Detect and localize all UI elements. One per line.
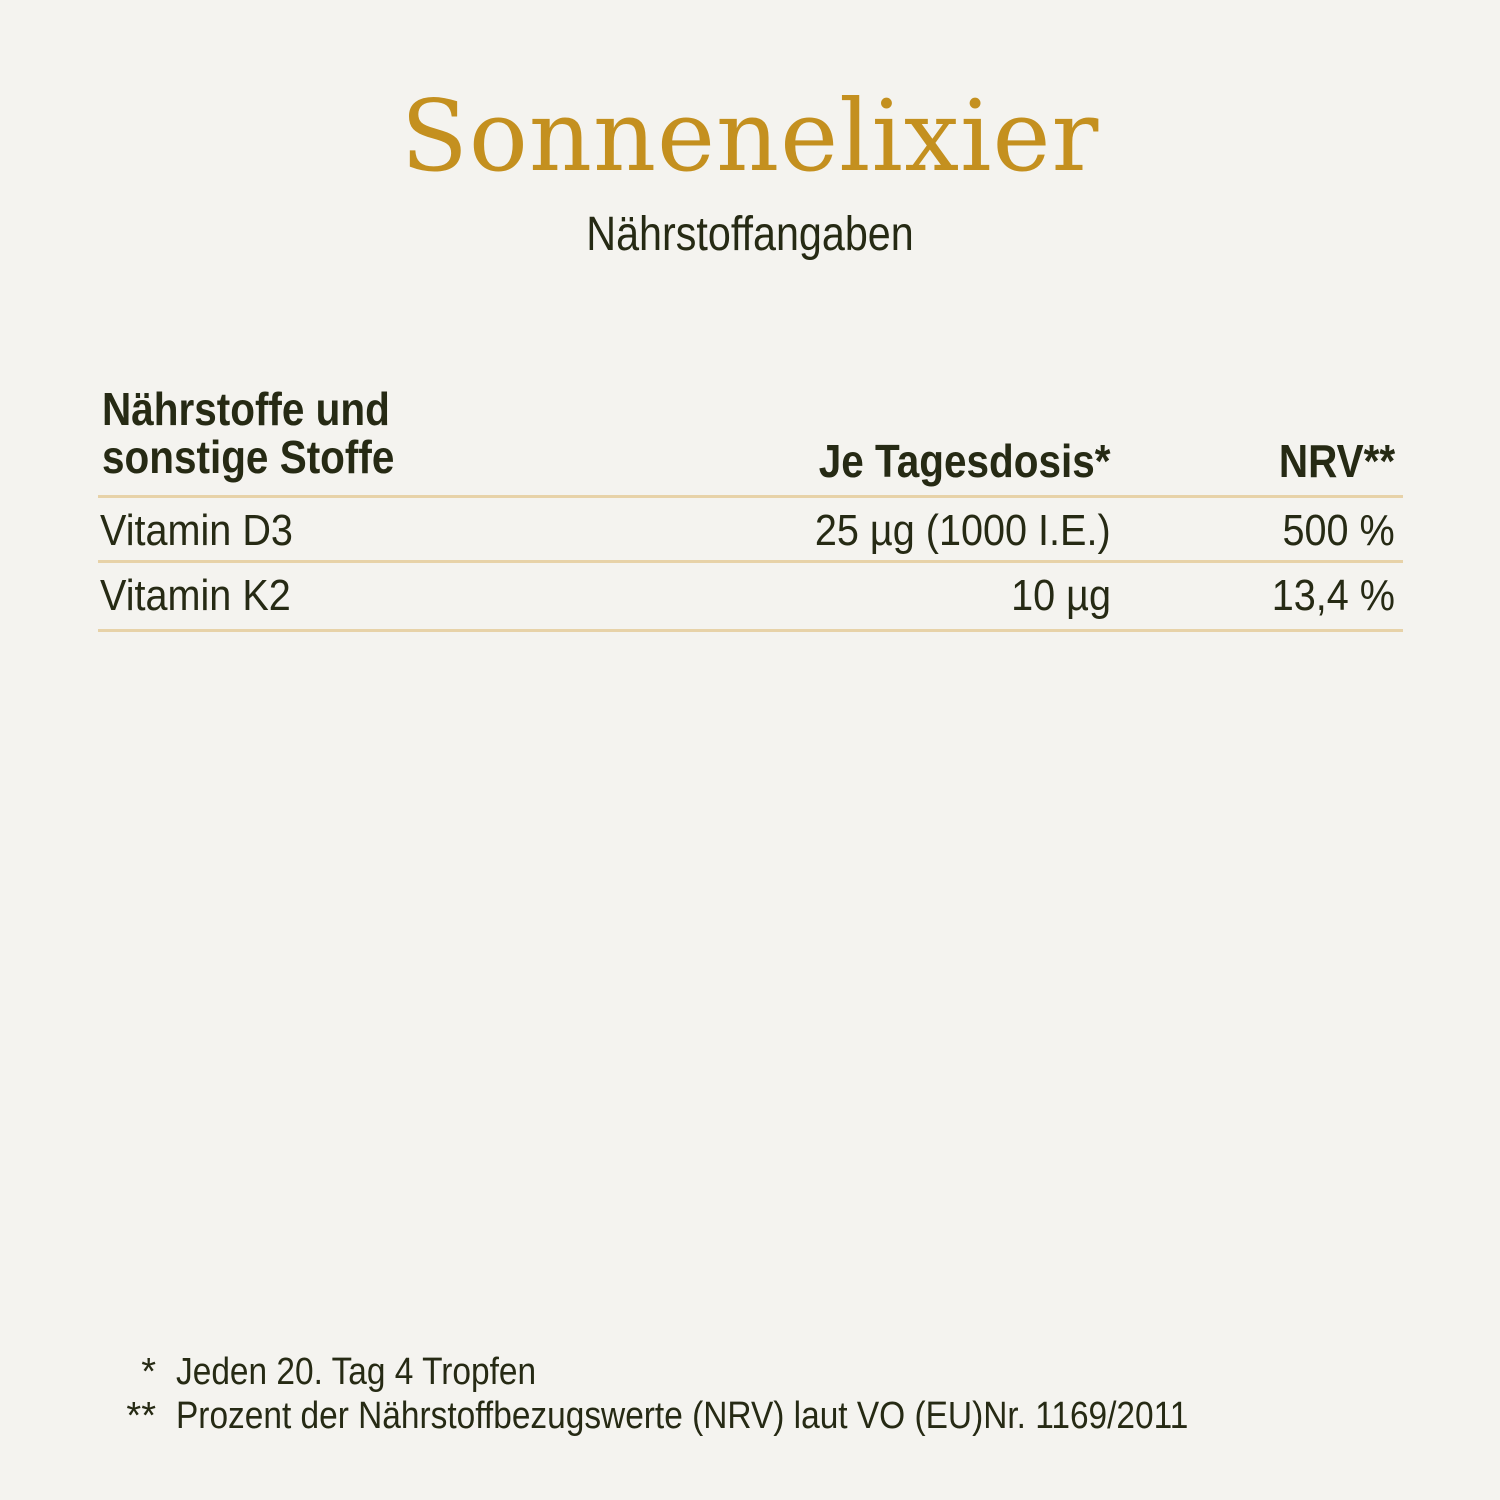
footnote-mark: *: [141, 1351, 156, 1393]
page-subtitle: Nährstoffangaben: [586, 208, 914, 261]
column-header-nrv: NRV**: [1278, 435, 1395, 487]
footnote-text: Prozent der Nährstoffbezugswerte (NRV) laut VO (EU)Nr. 1169/2011: [176, 1395, 1189, 1437]
nutrient-name: Vitamin D3: [100, 506, 293, 555]
nutrient-name: Vitamin K2: [100, 571, 291, 620]
table-header-row: [98, 385, 1403, 498]
column-header-daily-dose: Je Tagesdosis*: [819, 435, 1111, 487]
nrv-value: 13,4 %: [1271, 571, 1395, 620]
nrv-value: 500 %: [1282, 506, 1395, 555]
column-header-nutrient-line1: Nährstoffe und: [102, 383, 390, 435]
column-header-nutrient: [102, 385, 394, 481]
table-row: [98, 498, 1403, 563]
column-header-nutrient-line2: sonstige Stoffe: [102, 431, 395, 483]
daily-dose-value: 10 µg: [1011, 571, 1111, 620]
footnote-mark: **: [126, 1395, 156, 1437]
nutrition-table: [98, 385, 1403, 632]
footnote-text: Jeden 20. Tag 4 Tropfen: [176, 1351, 537, 1393]
daily-dose-value: 25 µg (1000 I.E.): [815, 506, 1111, 555]
table-row: [98, 563, 1403, 632]
product-title: Sonnenelixier: [400, 80, 1100, 194]
